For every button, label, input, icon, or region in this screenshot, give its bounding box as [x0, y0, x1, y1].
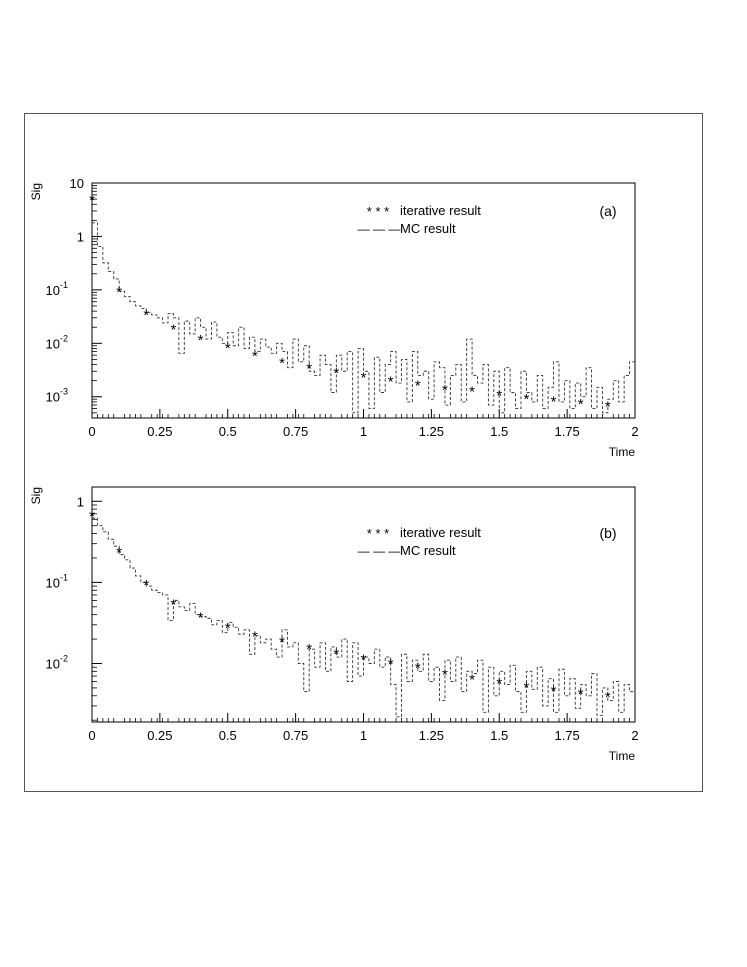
iterative-result-point: *: [469, 383, 476, 401]
iterative-result-point: *: [387, 373, 394, 391]
iterative-result-point: *: [116, 284, 123, 302]
x-tick-label: 0.5: [218, 424, 237, 439]
iterative-result-point: *: [224, 620, 231, 638]
x-tick-label: 0: [88, 424, 96, 439]
iterative-result-point: *: [279, 633, 285, 651]
iterative-result-point: *: [251, 348, 258, 366]
iterative-result-point: *: [469, 671, 476, 689]
iterative-result-point: *: [306, 360, 313, 378]
iterative-result-point: *: [224, 340, 231, 358]
x-tick-label: 2: [631, 424, 639, 439]
y-axis-label: Sig: [29, 183, 43, 201]
iterative-result-point: *: [170, 596, 177, 614]
iterative-result-point: *: [414, 377, 421, 395]
iterative-result-point: *: [442, 381, 448, 399]
x-tick-label: 2: [631, 728, 639, 743]
legend-iterative-marker: * * *: [366, 526, 390, 541]
iterative-result-point: *: [550, 393, 557, 411]
y-tick-label: [46, 572, 68, 590]
panel-label: (a): [599, 203, 617, 219]
iterative-result-point: *: [89, 507, 95, 525]
iterative-result-point: *: [360, 369, 367, 387]
y-tick-base: 1: [76, 229, 84, 245]
y-tick-base: 10: [45, 389, 60, 405]
panel-a: [29, 176, 639, 459]
y-tick-exponent: -1: [59, 572, 68, 583]
iterative-result-point: *: [143, 307, 150, 325]
iterative-result-point: *: [197, 609, 204, 627]
x-tick-label: 1.25: [418, 728, 445, 743]
y-tick-base: 10: [45, 575, 60, 591]
x-tick-label: 0.75: [282, 424, 309, 439]
iterative-result-point: *: [550, 683, 557, 701]
y-tick-base: 10: [69, 176, 84, 191]
y-tick-base: 1: [76, 494, 84, 510]
legend-mc-marker: — — —: [357, 222, 401, 236]
iterative-result-point: *: [577, 395, 584, 413]
y-tick-label: [46, 654, 68, 672]
y-tick-label: [77, 494, 84, 509]
iterative-result-point: *: [333, 365, 340, 383]
x-tick-label: 0.25: [147, 424, 173, 439]
iterative-result-point: *: [251, 628, 258, 646]
x-tick-label: 0.75: [282, 728, 309, 743]
y-axis-label: Sig: [29, 487, 43, 505]
y-tick-exponent: -2: [59, 653, 68, 664]
y-tick-base: 10: [45, 656, 60, 672]
y-tick-exponent: -3: [59, 386, 68, 397]
y-tick-base: 10: [45, 282, 60, 298]
legend-mc-marker: — — —: [357, 544, 401, 558]
iterative-result-point: *: [496, 675, 503, 693]
iterative-result-point: *: [333, 645, 340, 663]
y-tick-base: 10: [45, 336, 60, 352]
iterative-result-point: *: [143, 577, 150, 595]
x-tick-label: 1.25: [418, 424, 445, 439]
y-tick-label: [46, 333, 68, 351]
iterative-result-point: *: [89, 192, 95, 210]
legend-iterative-label: iterative result: [400, 525, 481, 540]
x-tick-label: 1.5: [490, 728, 509, 743]
legend-mc-label: MC result: [400, 543, 456, 558]
legend-mc-label: MC result: [400, 221, 456, 236]
panel-label: (b): [599, 525, 617, 541]
iterative-result-point: *: [523, 390, 530, 408]
x-axis-label: Time: [608, 749, 635, 763]
iterative-result-point: *: [577, 686, 584, 704]
iterative-result-point: *: [496, 387, 503, 405]
iterative-result-point: *: [523, 679, 530, 697]
legend-iterative-marker: * * *: [366, 204, 390, 219]
panel-b: [29, 487, 639, 763]
y-tick-label: [46, 387, 68, 405]
x-tick-label: 0.25: [147, 728, 173, 743]
x-tick-label: 0: [88, 728, 96, 743]
x-tick-label: 0.5: [218, 728, 237, 743]
iterative-result-point: *: [360, 651, 367, 669]
y-tick-label: [70, 176, 84, 191]
iterative-result-point: *: [414, 660, 421, 678]
x-tick-label: 1: [359, 424, 368, 439]
iterative-result-point: *: [306, 641, 313, 659]
y-tick-label: [46, 280, 68, 298]
iterative-result-point: *: [604, 688, 611, 706]
x-tick-label: 1.75: [554, 424, 580, 439]
iterative-result-point: *: [170, 321, 177, 339]
x-tick-label: 1.75: [554, 728, 580, 743]
iterative-result-point: *: [387, 655, 394, 673]
x-axis-label: Time: [608, 445, 635, 459]
y-tick-exponent: -1: [59, 279, 68, 290]
x-tick-label: 1.5: [490, 424, 509, 439]
y-tick-label: [77, 229, 84, 244]
iterative-result-point: *: [116, 544, 123, 562]
iterative-result-point: *: [197, 332, 204, 350]
y-tick-exponent: -2: [59, 333, 68, 344]
legend-iterative-label: iterative result: [400, 203, 481, 218]
iterative-result-point: *: [604, 398, 611, 416]
iterative-result-point: *: [279, 354, 285, 372]
iterative-result-point: *: [442, 666, 448, 684]
x-tick-label: 1: [359, 728, 368, 743]
